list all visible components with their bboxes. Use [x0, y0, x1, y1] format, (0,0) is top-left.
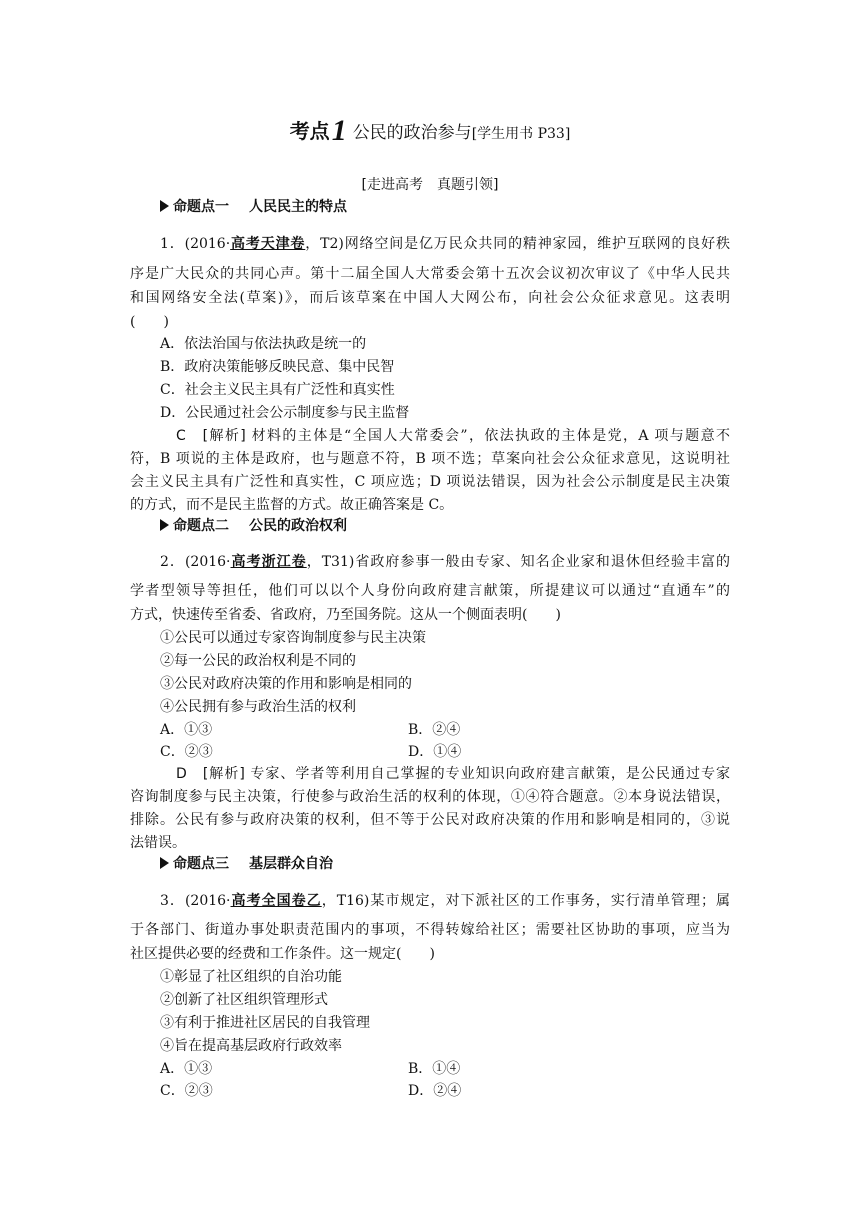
- topic-title: 公民的政治参与: [352, 123, 472, 143]
- q3-option: B．①④: [408, 1061, 461, 1077]
- q2-analysis-line: 排除。公民有参与政府决策的权利，但不等于公民对政府决策的作用和影响是相同的，③说: [130, 812, 730, 828]
- q3-option: A．①③: [160, 1061, 213, 1077]
- q2-option: B．②④: [408, 722, 461, 738]
- kaodian-label: 考点: [289, 119, 330, 143]
- q3-statement: ①彰显了社区组织的自治功能: [160, 969, 342, 985]
- triangle-icon: [160, 519, 169, 531]
- q3-stem-line: 社区提供必要的经费和工作条件。这一规定( ): [130, 946, 435, 962]
- triangle-icon: [160, 200, 169, 212]
- q2-statement: ④公民拥有参与政治生活的权利: [160, 699, 356, 715]
- q1-answer: C: [176, 428, 186, 444]
- subheading: [走进高考 真题引领]: [361, 177, 499, 193]
- q2-statement: ①公民可以通过专家咨询制度参与民主决策: [160, 630, 426, 646]
- q1-stem-line: 1．(2016·高考天津卷，T2)网络空间是亿万民众共同的精神家园，维护互联网的良好秩: [160, 236, 730, 252]
- q1-analysis-line: C [解析] 材料的主体是“全国人大常委会”，依法执政的主体是党，A 项与题意不: [176, 428, 730, 444]
- triangle-icon: [160, 857, 169, 869]
- q3-stem-line: 3．(2016·高考全国卷乙，T16)某市规定，对下派社区的工作事务，实行清单管理；属: [160, 893, 731, 909]
- section-title: 人民民主的特点: [249, 199, 347, 215]
- q2-answer: D: [176, 766, 187, 782]
- q2-statement: ②每一公民的政治权利是不同的: [160, 653, 356, 669]
- q2-option: C．②③: [160, 744, 213, 760]
- q1-stem-line: ( ): [130, 314, 169, 330]
- section-heading: [160, 515, 347, 535]
- q1-stem-line: 序是广大民众的共同心声。第十二届全国人大常委会第十五次会议初次审议了《中华人民共: [130, 266, 730, 282]
- q2-option: D．①④: [408, 744, 462, 760]
- book-reference: [学生用书 P33]: [471, 126, 571, 142]
- q1-source: 高考天津卷: [230, 236, 306, 252]
- q1-option: C．社会主义民主具有广泛性和真实性: [160, 382, 395, 398]
- q2-analysis-line: 咨询制度参与民主决策，行使参与政治生活的权利的体现，①④符合题意。②本身说法错误，: [130, 789, 730, 805]
- q2-analysis-line: D [解析] 专家、学者等利用自己掌握的专业知识向政府建言献策，是公民通过专家: [176, 766, 731, 782]
- q1-option: D．公民通过社会公示制度参与民主监督: [160, 405, 410, 421]
- q1-analysis-line: 会主义民主具有广泛性和真实性，C 项应选；D 项说法错误，因为社会公示制度是民主决策: [130, 474, 730, 490]
- q1-option: B．政府决策能够反映民意、集中民智: [160, 359, 395, 375]
- section-heading: [160, 853, 333, 873]
- q3-statement: ②创新了社区组织管理形式: [160, 992, 328, 1008]
- kaodian-number: 1: [331, 114, 347, 147]
- section-heading: [160, 196, 347, 216]
- q3-option: D．②④: [408, 1083, 462, 1099]
- q2-option: A．①③: [160, 722, 213, 738]
- q3-statement: ④旨在提高基层政府行政效率: [160, 1038, 342, 1054]
- q2-stem-line: 学者型领导等担任，他们可以以个人身份向政府建言献策，所提建议可以通过“直通车”的: [130, 583, 730, 599]
- section-label: 命题点三: [173, 856, 229, 872]
- q1-stem-line: 和国网络安全法(草案)》，而后该草案在中国人大网公布，向社会公众征求意见。这表明: [130, 290, 730, 306]
- q2-stem-line: 方式，快速传至省委、省政府，乃至国务院。这从一个侧面表明( ): [130, 607, 561, 623]
- q3-option: C．②③: [160, 1083, 213, 1099]
- q1-option: A．依法治国与依法执政是统一的: [160, 336, 367, 352]
- q2-source: 高考浙江卷: [230, 554, 307, 570]
- section-label: 命题点一: [173, 199, 229, 215]
- q1-analysis-line: 符，B 项说的主体是政府，也与题意不符，B 项不选；草案向社会公众征求意见，这说明社: [130, 451, 730, 467]
- q3-statement: ③有利于推进社区居民的自我管理: [160, 1015, 370, 1031]
- q3-source: 高考全国卷乙: [230, 893, 322, 909]
- section-label: 命题点二: [173, 518, 229, 534]
- section-title: 基层群众自治: [249, 856, 333, 872]
- q2-analysis-line: 法错误。: [130, 835, 186, 851]
- q3-stem-line: 于各部门、街道办事处职责范围内的事项，不得转嫁给社区；需要社区协助的事项，应当为: [130, 922, 730, 938]
- q2-statement: ③公民对政府决策的作用和影响是相同的: [160, 676, 412, 692]
- q1-analysis-line: 的方式，而不是民主监督的方式。故正确答案是 C。: [130, 497, 454, 513]
- q2-stem-line: 2．(2016·高考浙江卷，T31)省政府参事一般由专家、知名企业家和退休但经验丰富的: [160, 554, 731, 570]
- page-title: [0, 112, 860, 146]
- section-title: 公民的政治权利: [249, 518, 347, 534]
